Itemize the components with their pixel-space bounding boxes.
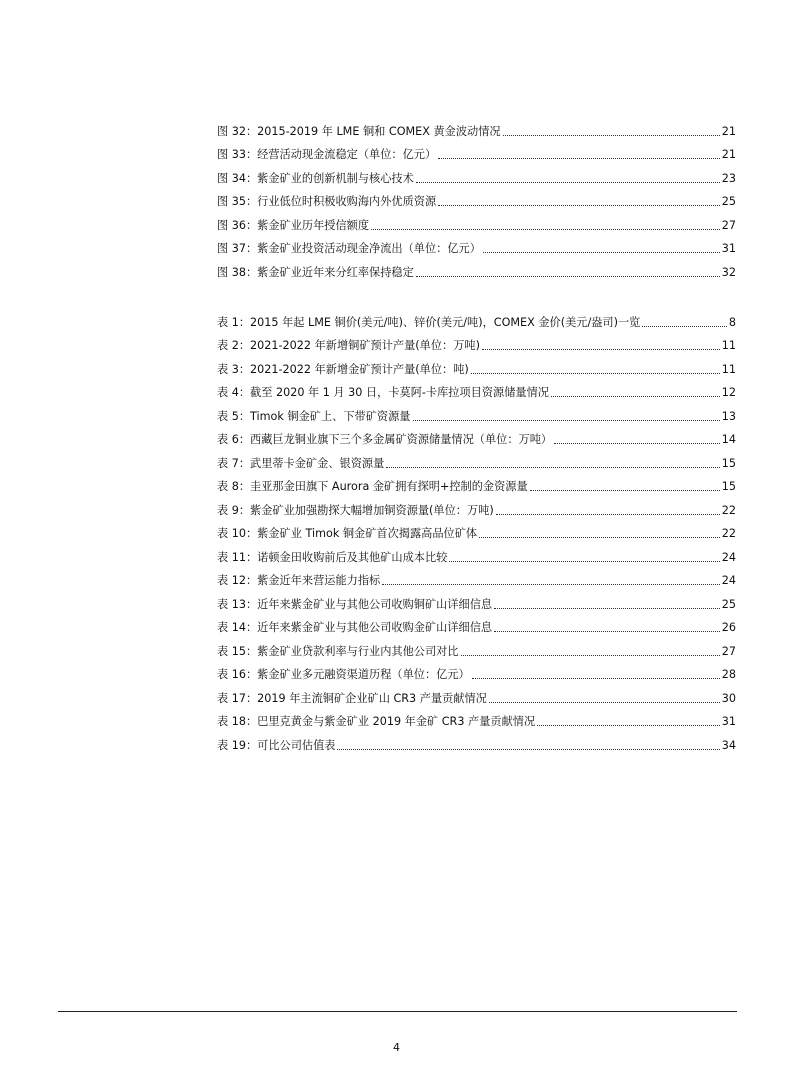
- dot-leader: [642, 326, 727, 327]
- entry-title: 表 4：截至 2020 年 1 月 30 日，卡莫阿-卡库拉项目资源储量情况: [217, 386, 549, 399]
- toc-entry-table[interactable]: [217, 447, 736, 471]
- entry-page: 32: [721, 265, 736, 279]
- toc-entry-figure[interactable]: [217, 162, 736, 186]
- entry-title: 表 9：紫金矿业加强勘探大幅增加铜资源量(单位：万吨): [217, 503, 494, 517]
- entry-title: 表 13：近年来紫金矿业与其他公司收购铜矿山详细信息: [217, 597, 493, 611]
- footer-divider: [58, 1011, 737, 1012]
- toc-entry-table[interactable]: [217, 565, 736, 589]
- entry-page: 11: [721, 362, 736, 376]
- toc-entry-table[interactable]: [217, 400, 736, 424]
- entry-title: 图 38：紫金矿业近年来分红率保持稳定: [217, 265, 414, 279]
- figure-index: [217, 115, 736, 280]
- entry-page: 13: [721, 409, 736, 423]
- toc-entry-figure[interactable]: [217, 209, 736, 233]
- dot-leader: [503, 135, 720, 136]
- toc-entry-table[interactable]: [217, 612, 736, 636]
- dot-leader: [479, 537, 720, 538]
- toc-entry-figure[interactable]: [217, 115, 736, 139]
- dot-leader: [416, 182, 720, 183]
- toc-entry-table[interactable]: [217, 635, 736, 659]
- entry-title: 表 1：2015 年起 LME 铜价(美元/吨)、锌价(美元/吨)，COMEX 金价(美元/盎司)一览: [217, 315, 641, 329]
- entry-page: 24: [721, 550, 736, 564]
- dot-leader: [537, 725, 720, 726]
- dot-leader: [471, 373, 720, 374]
- entry-title: 表 14：近年来紫金矿业与其他公司收购金矿山详细信息: [217, 621, 493, 634]
- entry-page: 24: [721, 574, 736, 587]
- dot-leader: [386, 467, 719, 468]
- dot-leader: [551, 396, 720, 397]
- entry-page: 31: [721, 715, 736, 728]
- entry-page: 8: [728, 315, 736, 329]
- dot-leader: [337, 749, 719, 750]
- entry-title: 图 37：紫金矿业投资活动现金净流出（单位：亿元）: [217, 242, 481, 255]
- toc-entry-table[interactable]: [217, 424, 736, 448]
- page-number: 4: [393, 1041, 400, 1054]
- dot-leader: [489, 702, 720, 703]
- entry-title: 表 6：西藏巨龙铜业旗下三个多金属矿资源储量情况（单位：万吨）: [217, 433, 553, 446]
- toc-entry-table[interactable]: [217, 353, 736, 377]
- entry-page: 28: [721, 668, 736, 681]
- toc-entry-table[interactable]: [217, 588, 736, 612]
- toc-entry-table[interactable]: [217, 377, 736, 401]
- dot-leader: [416, 276, 720, 277]
- toc-entry-table[interactable]: [217, 494, 736, 518]
- entry-title: 表 2：2021-2022 年新增铜矿预计产量(单位：万吨): [217, 339, 480, 352]
- dot-leader: [554, 443, 720, 444]
- dot-leader: [494, 608, 720, 609]
- toc-entry-figure[interactable]: [217, 256, 736, 280]
- toc-entry-figure[interactable]: [217, 233, 736, 257]
- entry-page: 27: [721, 218, 736, 232]
- entry-page: 34: [721, 738, 736, 752]
- entry-page: 14: [721, 433, 736, 446]
- entry-title: 图 36：紫金矿业历年授信额度: [217, 218, 370, 232]
- entry-title: 图 34：紫金矿业的创新机制与核心技术: [217, 171, 414, 185]
- dot-leader: [382, 584, 720, 585]
- entry-page: 21: [721, 148, 736, 161]
- entry-page: 11: [721, 339, 736, 352]
- entry-title: 表 16：紫金矿业多元融资渠道历程（单位：亿元）: [217, 668, 470, 681]
- toc-entry-table[interactable]: [217, 706, 736, 730]
- entry-page: 15: [721, 480, 736, 493]
- entry-page: 22: [721, 503, 736, 517]
- entry-title: 表 12：紫金近年来营运能力指标: [217, 574, 381, 587]
- entry-title: 表 17：2019 年主流铜矿企业矿山 CR3 产量贡献情况: [217, 691, 487, 705]
- entry-title: 表 19：可比公司估值表: [217, 738, 336, 752]
- entry-title: 表 7：武里蒂卡金矿金、银资源量: [217, 456, 385, 470]
- toc-entry-table[interactable]: [217, 306, 736, 330]
- entry-title: 表 3：2021-2022 年新增金矿预计产量(单位：吨): [217, 362, 469, 376]
- dot-leader: [472, 678, 720, 679]
- dot-leader: [530, 490, 720, 491]
- entry-title: 表 11：诺顿金田收购前后及其他矿山成本比较: [217, 550, 448, 564]
- toc-entry-table[interactable]: [217, 659, 736, 683]
- entry-page: 26: [721, 621, 736, 634]
- entry-title: 图 33：经营活动现金流稳定（单位：亿元）: [217, 148, 437, 161]
- toc-entry-table[interactable]: [217, 682, 736, 706]
- dot-leader: [496, 514, 720, 515]
- entry-page: 12: [721, 386, 736, 399]
- dot-leader: [483, 252, 720, 253]
- toc-entry-figure[interactable]: [217, 186, 736, 210]
- entry-page: 27: [721, 644, 736, 658]
- toc-entry-table[interactable]: [217, 471, 736, 495]
- entry-title: 表 18：巴里克黄金与紫金矿业 2019 年金矿 CR3 产量贡献情况: [217, 715, 536, 728]
- toc-entry-table[interactable]: [217, 541, 736, 565]
- entry-title: 表 10：紫金矿业 Timok 铜金矿首次揭露高品位矿体: [217, 527, 478, 540]
- entry-page: 25: [721, 195, 736, 208]
- dot-leader: [482, 349, 720, 350]
- entry-page: 21: [721, 124, 736, 138]
- dot-leader: [371, 229, 720, 230]
- dot-leader: [494, 631, 720, 632]
- entry-page: 25: [721, 597, 736, 611]
- entry-title: 表 5：Timok 铜金矿上、下带矿资源量: [217, 409, 411, 423]
- entry-title: 表 8：圭亚那金田旗下 Aurora 金矿拥有探明+控制的金资源量: [217, 480, 528, 493]
- dot-leader: [449, 561, 719, 562]
- entry-title: 图 32：2015-2019 年 LME 铜和 COMEX 黄金波动情况: [217, 124, 501, 138]
- toc-entry-figure[interactable]: [217, 139, 736, 163]
- entry-title: 表 15：紫金矿业贷款利率与行业内其他公司对比: [217, 644, 459, 658]
- entry-title: 图 35：行业低位时积极收购海内外优质资源: [217, 195, 437, 208]
- entry-page: 30: [721, 691, 736, 705]
- toc-entry-table[interactable]: [217, 518, 736, 542]
- dot-leader: [413, 420, 720, 421]
- toc-entry-table[interactable]: [217, 729, 736, 753]
- entry-page: 31: [721, 242, 736, 255]
- entry-page: 23: [721, 171, 736, 185]
- dot-leader: [438, 205, 720, 206]
- entry-page: 22: [721, 527, 736, 540]
- entry-page: 15: [721, 456, 736, 470]
- toc-entry-table[interactable]: [217, 330, 736, 354]
- table-index: [217, 306, 736, 753]
- dot-leader: [438, 158, 720, 159]
- dot-leader: [461, 655, 720, 656]
